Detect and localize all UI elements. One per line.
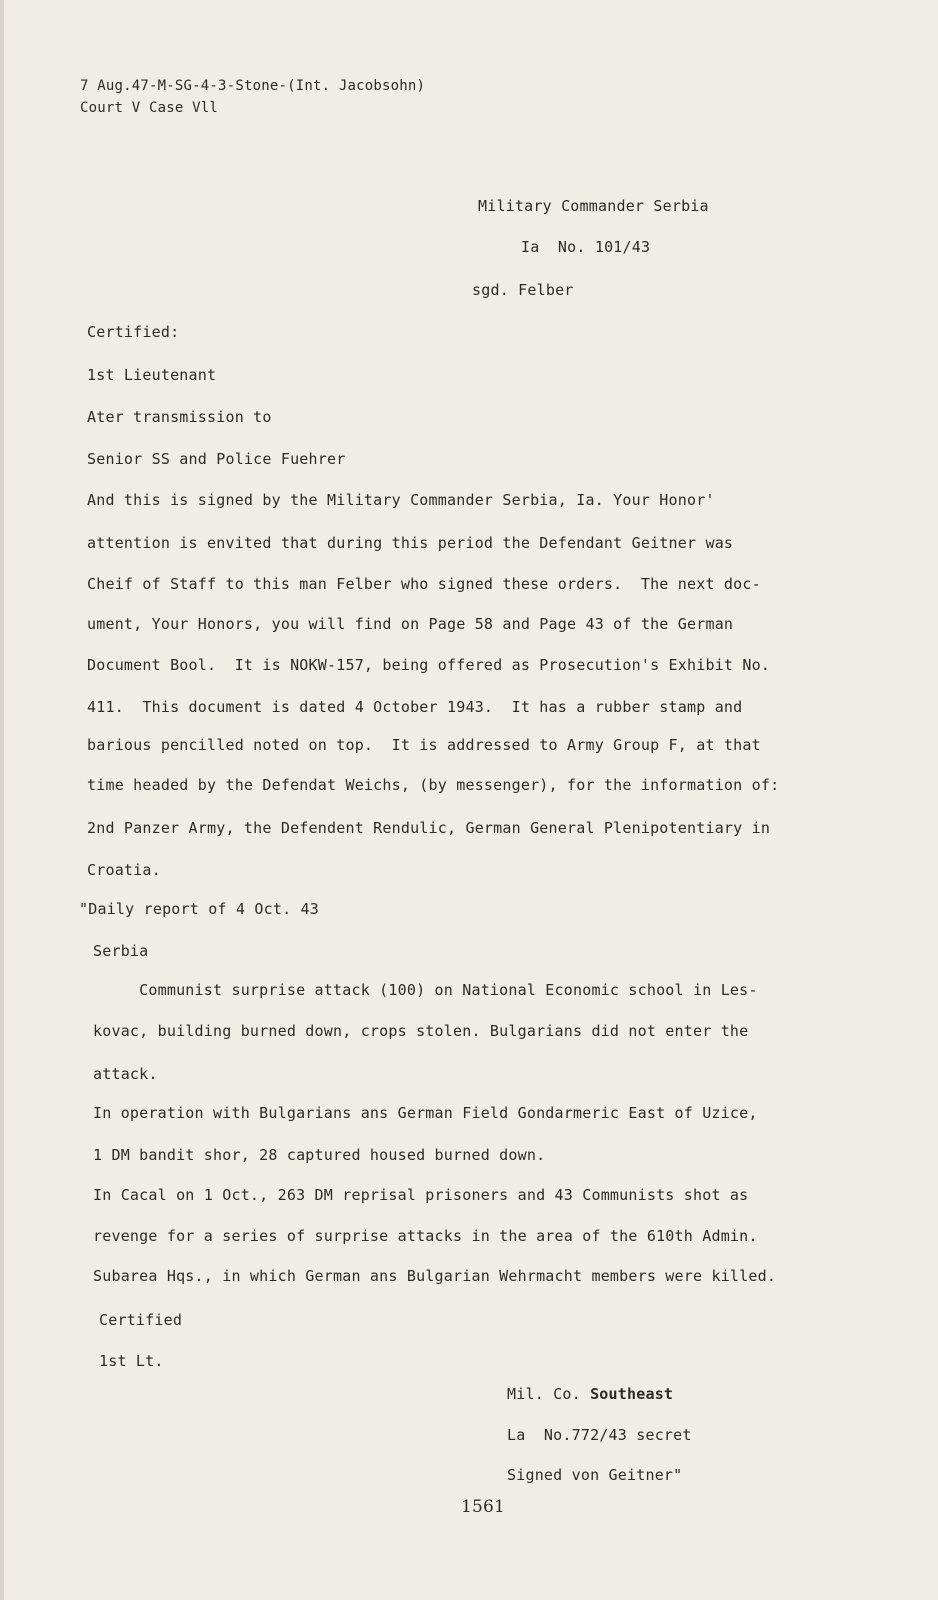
report-line: Communist surprise attack (100) on National Economic school in Les- (93, 981, 758, 999)
report-line: revenge for a series of surprise attacks in the area of the 610th Admin. (93, 1227, 758, 1245)
closing-office-prefix: Mil. Co. (507, 1385, 591, 1403)
closing-signed: Signed von Geitner" (507, 1466, 683, 1484)
testimony-line: 411. This document is dated 4 October 1943. It has a rubber stamp and (87, 698, 743, 716)
report-region: Serbia (93, 942, 149, 960)
report-line: Subarea Hqs., in which German ans Bulgarian Wehrmacht members were killed. (93, 1267, 777, 1285)
report-line: Certified (99, 1311, 183, 1329)
header-line-2: Court V Case Vll (80, 100, 219, 116)
closing-office-name: Southeast (590, 1385, 674, 1403)
testimony-line: attention is envited that during this period the Defendant Geitner was (87, 534, 734, 552)
testimony-line: And this is signed by the Military Commander Serbia, Ia. Your Honor' (87, 491, 715, 509)
testimony-line: ument, Your Honors, you will find on Page 58 and Page 43 of the German (87, 615, 734, 633)
transmission-line: Ater transmission to (87, 408, 272, 426)
order-number: Ia No. 101/43 (521, 238, 651, 256)
testimony-line: Document Bool. It is NOKW-157, being offered as Prosecution's Exhibit No. (87, 656, 771, 674)
certified-label: Certified: (87, 323, 180, 341)
page-number: 1561 (461, 1497, 506, 1517)
closing-office (507, 1385, 673, 1403)
report-line: In Cacal on 1 Oct., 263 DM reprisal prisoners and 43 Communists shot as (93, 1186, 749, 1204)
report-line: In operation with Bulgarians ans German Field Gondarmeric East of Uzice, (93, 1104, 758, 1122)
testimony-line: time headed by the Defendat Weichs, (by messenger), for the information of: (87, 776, 780, 794)
header-line-1: 7 Aug.47-M-SG-4-3-Stone-(Int. Jacobsohn) (80, 78, 426, 94)
testimony-line: 2nd Panzer Army, the Defendent Rendulic, German General Plenipotentiary in (87, 819, 771, 837)
testimony-line: barious pencilled noted on top. It is addressed to Army Group F, at that (87, 736, 761, 754)
report-line: 1 DM bandit shor, 28 captured housed burned down. (93, 1146, 546, 1164)
report-line: kovac, building burned down, crops stolen. Bulgarians did not enter the (93, 1022, 749, 1040)
page-edge (0, 0, 4, 1600)
certified-rank: 1st Lieutenant (87, 366, 217, 384)
order-commander: Military Commander Serbia (478, 197, 709, 215)
testimony-line: Croatia. (87, 861, 161, 879)
report-title: "Daily report of 4 Oct. 43 (79, 900, 319, 918)
closing-number: La No.772/43 secret (507, 1426, 692, 1444)
report-line: attack. (93, 1065, 158, 1083)
order-signed: sgd. Felber (472, 281, 574, 299)
recipient-line: Senior SS and Police Fuehrer (87, 450, 346, 468)
testimony-line: Cheif of Staff to this man Felber who signed these orders. The next doc- (87, 575, 761, 593)
report-line: 1st Lt. (99, 1352, 164, 1370)
